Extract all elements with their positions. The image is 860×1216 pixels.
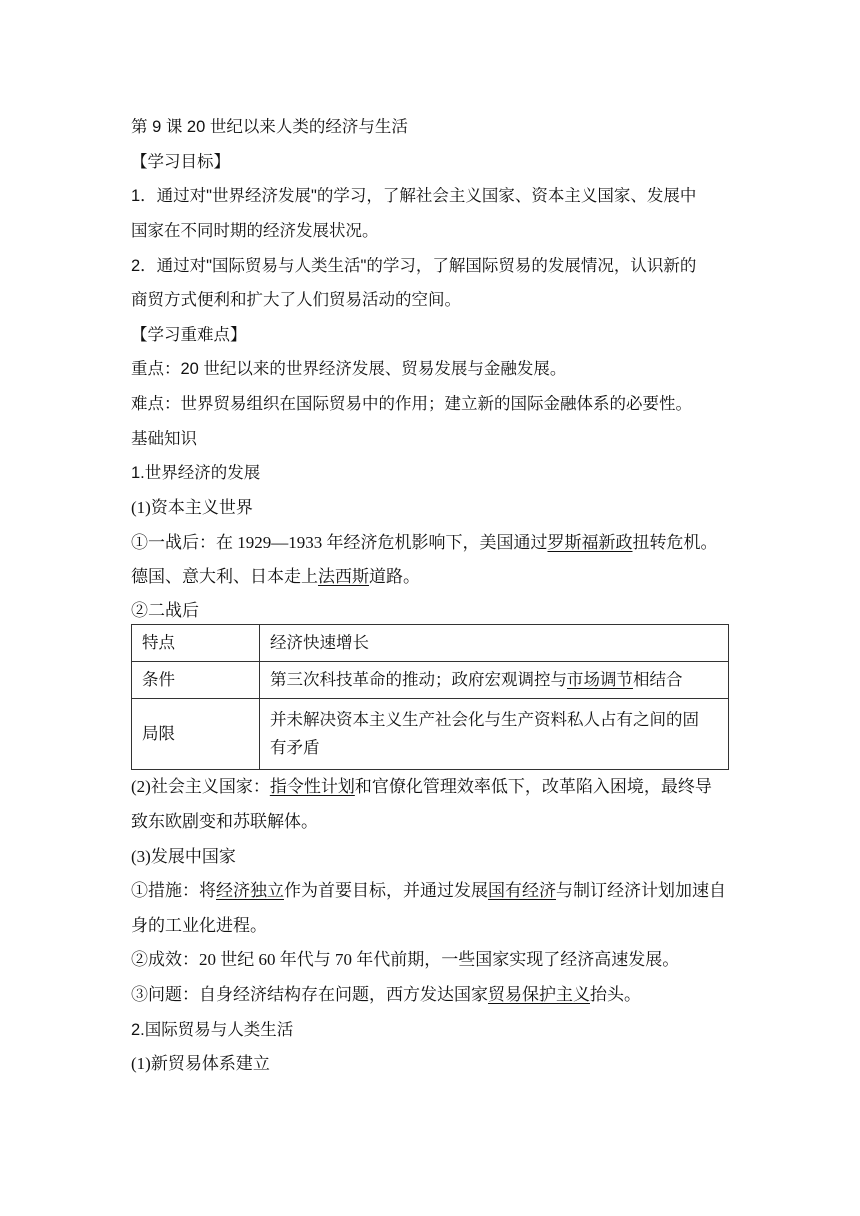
table-row: [132, 625, 729, 662]
lesson-title: 第 9 课 20 世纪以来人类的经济与生活: [131, 118, 408, 136]
underlined-term: 贸易保护主义: [488, 985, 590, 1004]
goal-2-line-1: 2．通过对"国际贸易与人类生活"的学习，了解国际贸易的发展情况，认识新的: [131, 257, 697, 275]
section-1-1-heading: (1)资本主义世界: [131, 498, 253, 517]
section-2-1-heading: (1)新贸易体系建立: [131, 1054, 270, 1073]
text: 扭转危机。: [632, 533, 718, 552]
socialist-line-1: [131, 777, 712, 797]
goal-2-line-2: 商贸方式便利和扩大了人们贸易活动的空间。: [131, 291, 461, 309]
difficult-point: 难点：世界贸易组织在国际贸易中的作用；建立新的国际金融体系的必要性。: [131, 395, 692, 413]
text: ①一战后：在 1929—1933 年经济危机影响下，美国通过: [131, 533, 548, 552]
text: 抬头。: [590, 985, 641, 1004]
key-point: 重点：20 世纪以来的世界经济发展、贸易发展与金融发展。: [131, 360, 567, 378]
results-line: ②成效：20 世纪 60 年代与 70 年代前期，一些国家实现了经济高速发展。: [131, 950, 680, 969]
basics-heading: 基础知识: [131, 430, 197, 448]
measures-line-1: [131, 881, 726, 901]
table-cell-label: 条件: [132, 662, 260, 699]
goal-1-line-2: 国家在不同时期的经济发展状况。: [131, 222, 379, 240]
table-row: [132, 662, 729, 699]
underlined-term: 指令性计划: [269, 777, 355, 796]
measures-line-2: 身的工业化进程。: [131, 916, 267, 935]
text: (2)社会主义国家：: [131, 777, 270, 796]
underlined-term: 法西斯: [318, 567, 369, 586]
text: 相结合: [633, 670, 683, 689]
underlined-term: 国有经济: [488, 881, 556, 900]
table-cell-label: 特点: [132, 625, 260, 662]
section-2-heading: 2.国际贸易与人类生活: [131, 1021, 294, 1039]
table-row: [132, 699, 729, 770]
table-cell-label: 局限: [132, 699, 260, 770]
section-1-3-heading: (3)发展中国家: [131, 847, 236, 866]
text: 德国、意大利、日本走上: [131, 567, 318, 586]
text: 第三次科技革命的推动；政府宏观调控与: [270, 670, 567, 689]
table-cell-value: [260, 662, 729, 699]
table-cell-value: 经济快速增长: [260, 625, 729, 662]
table-cell-value: [260, 699, 729, 770]
goal-1-line-1: 1．通过对"世界经济发展"的学习，了解社会主义国家、资本主义国家、发展中: [131, 187, 697, 205]
post-ww2-label: ②二战后: [131, 601, 199, 620]
text: 并未解决资本主义生产社会化与生产资料私人占有之间的固: [270, 710, 699, 729]
problems-line: [131, 985, 641, 1005]
key-difficulties-heading: 【学习重难点】: [131, 326, 247, 344]
post-ww1-line-2: [131, 567, 420, 587]
underlined-term: 经济独立: [216, 881, 284, 900]
text: 有矛盾: [270, 738, 320, 757]
underlined-term: 罗斯福新政: [547, 533, 633, 552]
text: ①措施：将: [131, 881, 216, 900]
section-1-heading: 1.世界经济的发展: [131, 464, 261, 482]
text: ③问题：自身经济结构存在问题，西方发达国家: [131, 985, 488, 1004]
goals-heading: 【学习目标】: [131, 153, 230, 171]
text: 和官僚化管理效率低下，改革陷入困境，最终导: [354, 777, 712, 796]
text: 道路。: [369, 567, 420, 586]
text: 与制订经济计划加速自: [556, 881, 726, 900]
text: 作为首要目标，并通过发展: [284, 881, 488, 900]
post-ww2-table: [131, 624, 729, 770]
socialist-line-2: 致东欧剧变和苏联解体。: [131, 812, 318, 831]
post-ww1-line-1: [131, 533, 718, 553]
underlined-term: 市场调节: [567, 670, 633, 689]
